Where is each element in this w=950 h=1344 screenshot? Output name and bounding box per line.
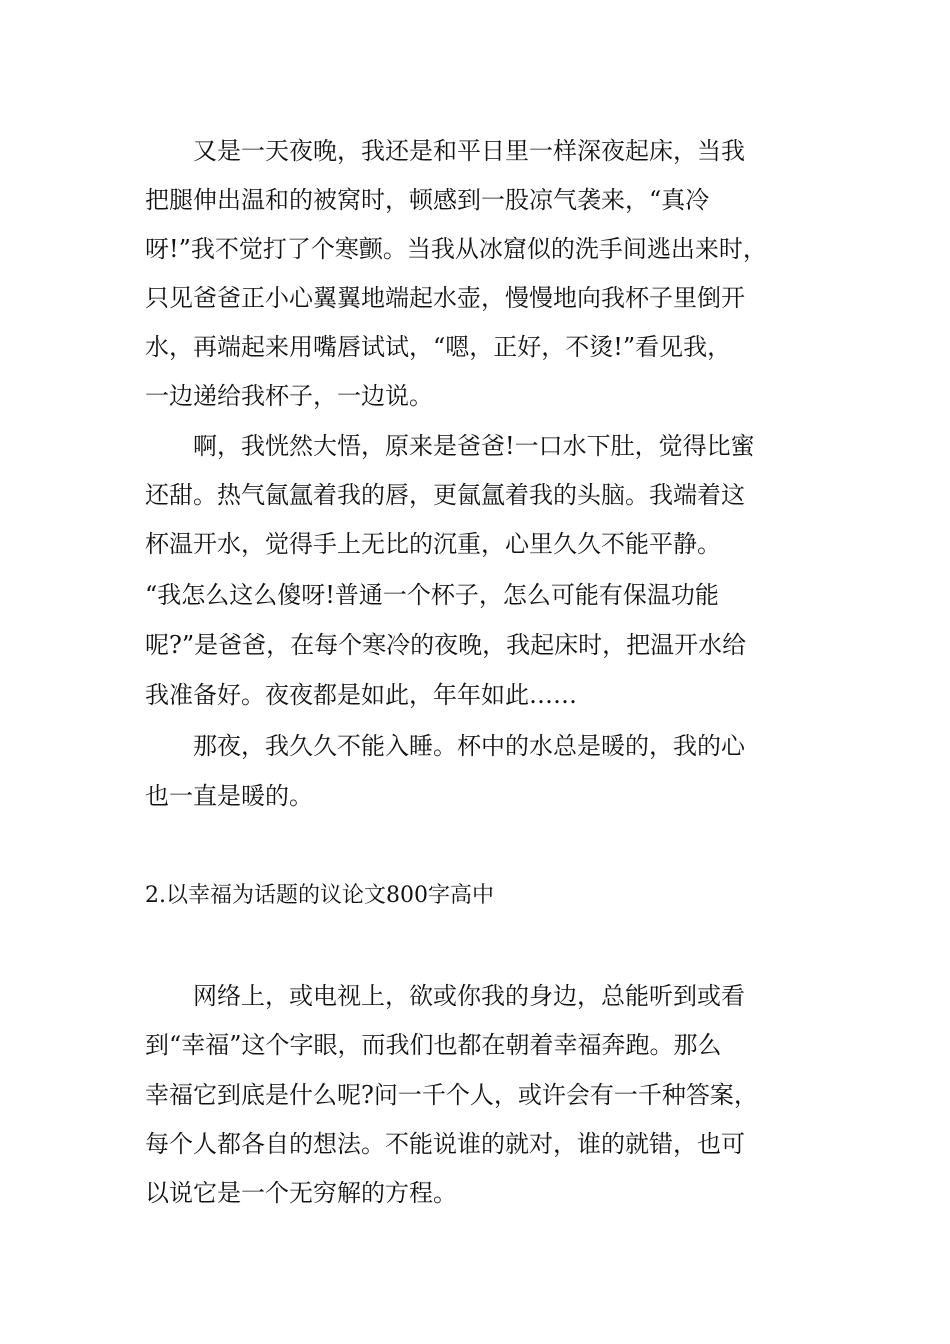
text-line: 又是一天夜晚，我还是和平日里一样深夜起床，当我 [145, 137, 745, 165]
section-heading: 2.以幸福为话题的议论文800字高中 [145, 883, 494, 908]
text-line: 啊，我恍然大悟，原来是爸爸!一口水下肚，觉得比蜜 [145, 432, 755, 460]
text-line: 呢?”是爸爸，在每个寒冷的夜晚，我起床时，把温开水给 [145, 631, 747, 659]
text-line: 那夜，我久久不能入睡。杯中的水总是暖的，我的心 [145, 732, 745, 760]
text-line: 杯温开水，觉得手上无比的沉重，心里久久不能平静。 [145, 530, 721, 558]
text-line: 也一直是暖的。 [145, 782, 313, 810]
text-line: 呀!”我不觉打了个寒颤。当我从冰窟似的洗手间逃出来时， [145, 235, 767, 263]
text-line: 每个人都各自的想法。不能说谁的就对，谁的就错，也可 [145, 1130, 745, 1158]
text-line: 到“幸福”这个字眼，而我们也都在朝着幸福奔跑。那么 [145, 1031, 722, 1059]
text-line: 幸福它到底是什么呢?问一千个人，或许会有一千种答案， [145, 1081, 758, 1109]
text-line: 水，再端起来用嘴唇试试，“嗯，正好，不烫!”看见我， [145, 333, 732, 361]
text-line: 以说它是一个无穷解的方程。 [145, 1179, 457, 1207]
text-line: 只见爸爸正小心翼翼地端起水壶，慢慢地向我杯子里倒开 [145, 284, 745, 312]
text-line: 还甜。热气氤氲着我的唇，更氤氲着我的头脑。我端着这 [145, 481, 745, 509]
text-line: “我怎么这么傻呀!普通一个杯子，怎么可能有保温功能 [145, 581, 719, 609]
text-line: 网络上，或电视上，欲或你我的身边，总能听到或看 [145, 982, 745, 1010]
text-line: 一边递给我杯子，一边说。 [145, 382, 433, 410]
text-line: 把腿伸出温和的被窝时，顿感到一股凉气袭来，“真冷 [145, 186, 710, 214]
text-line: 我准备好。夜夜都是如此，年年如此…… [145, 681, 577, 709]
